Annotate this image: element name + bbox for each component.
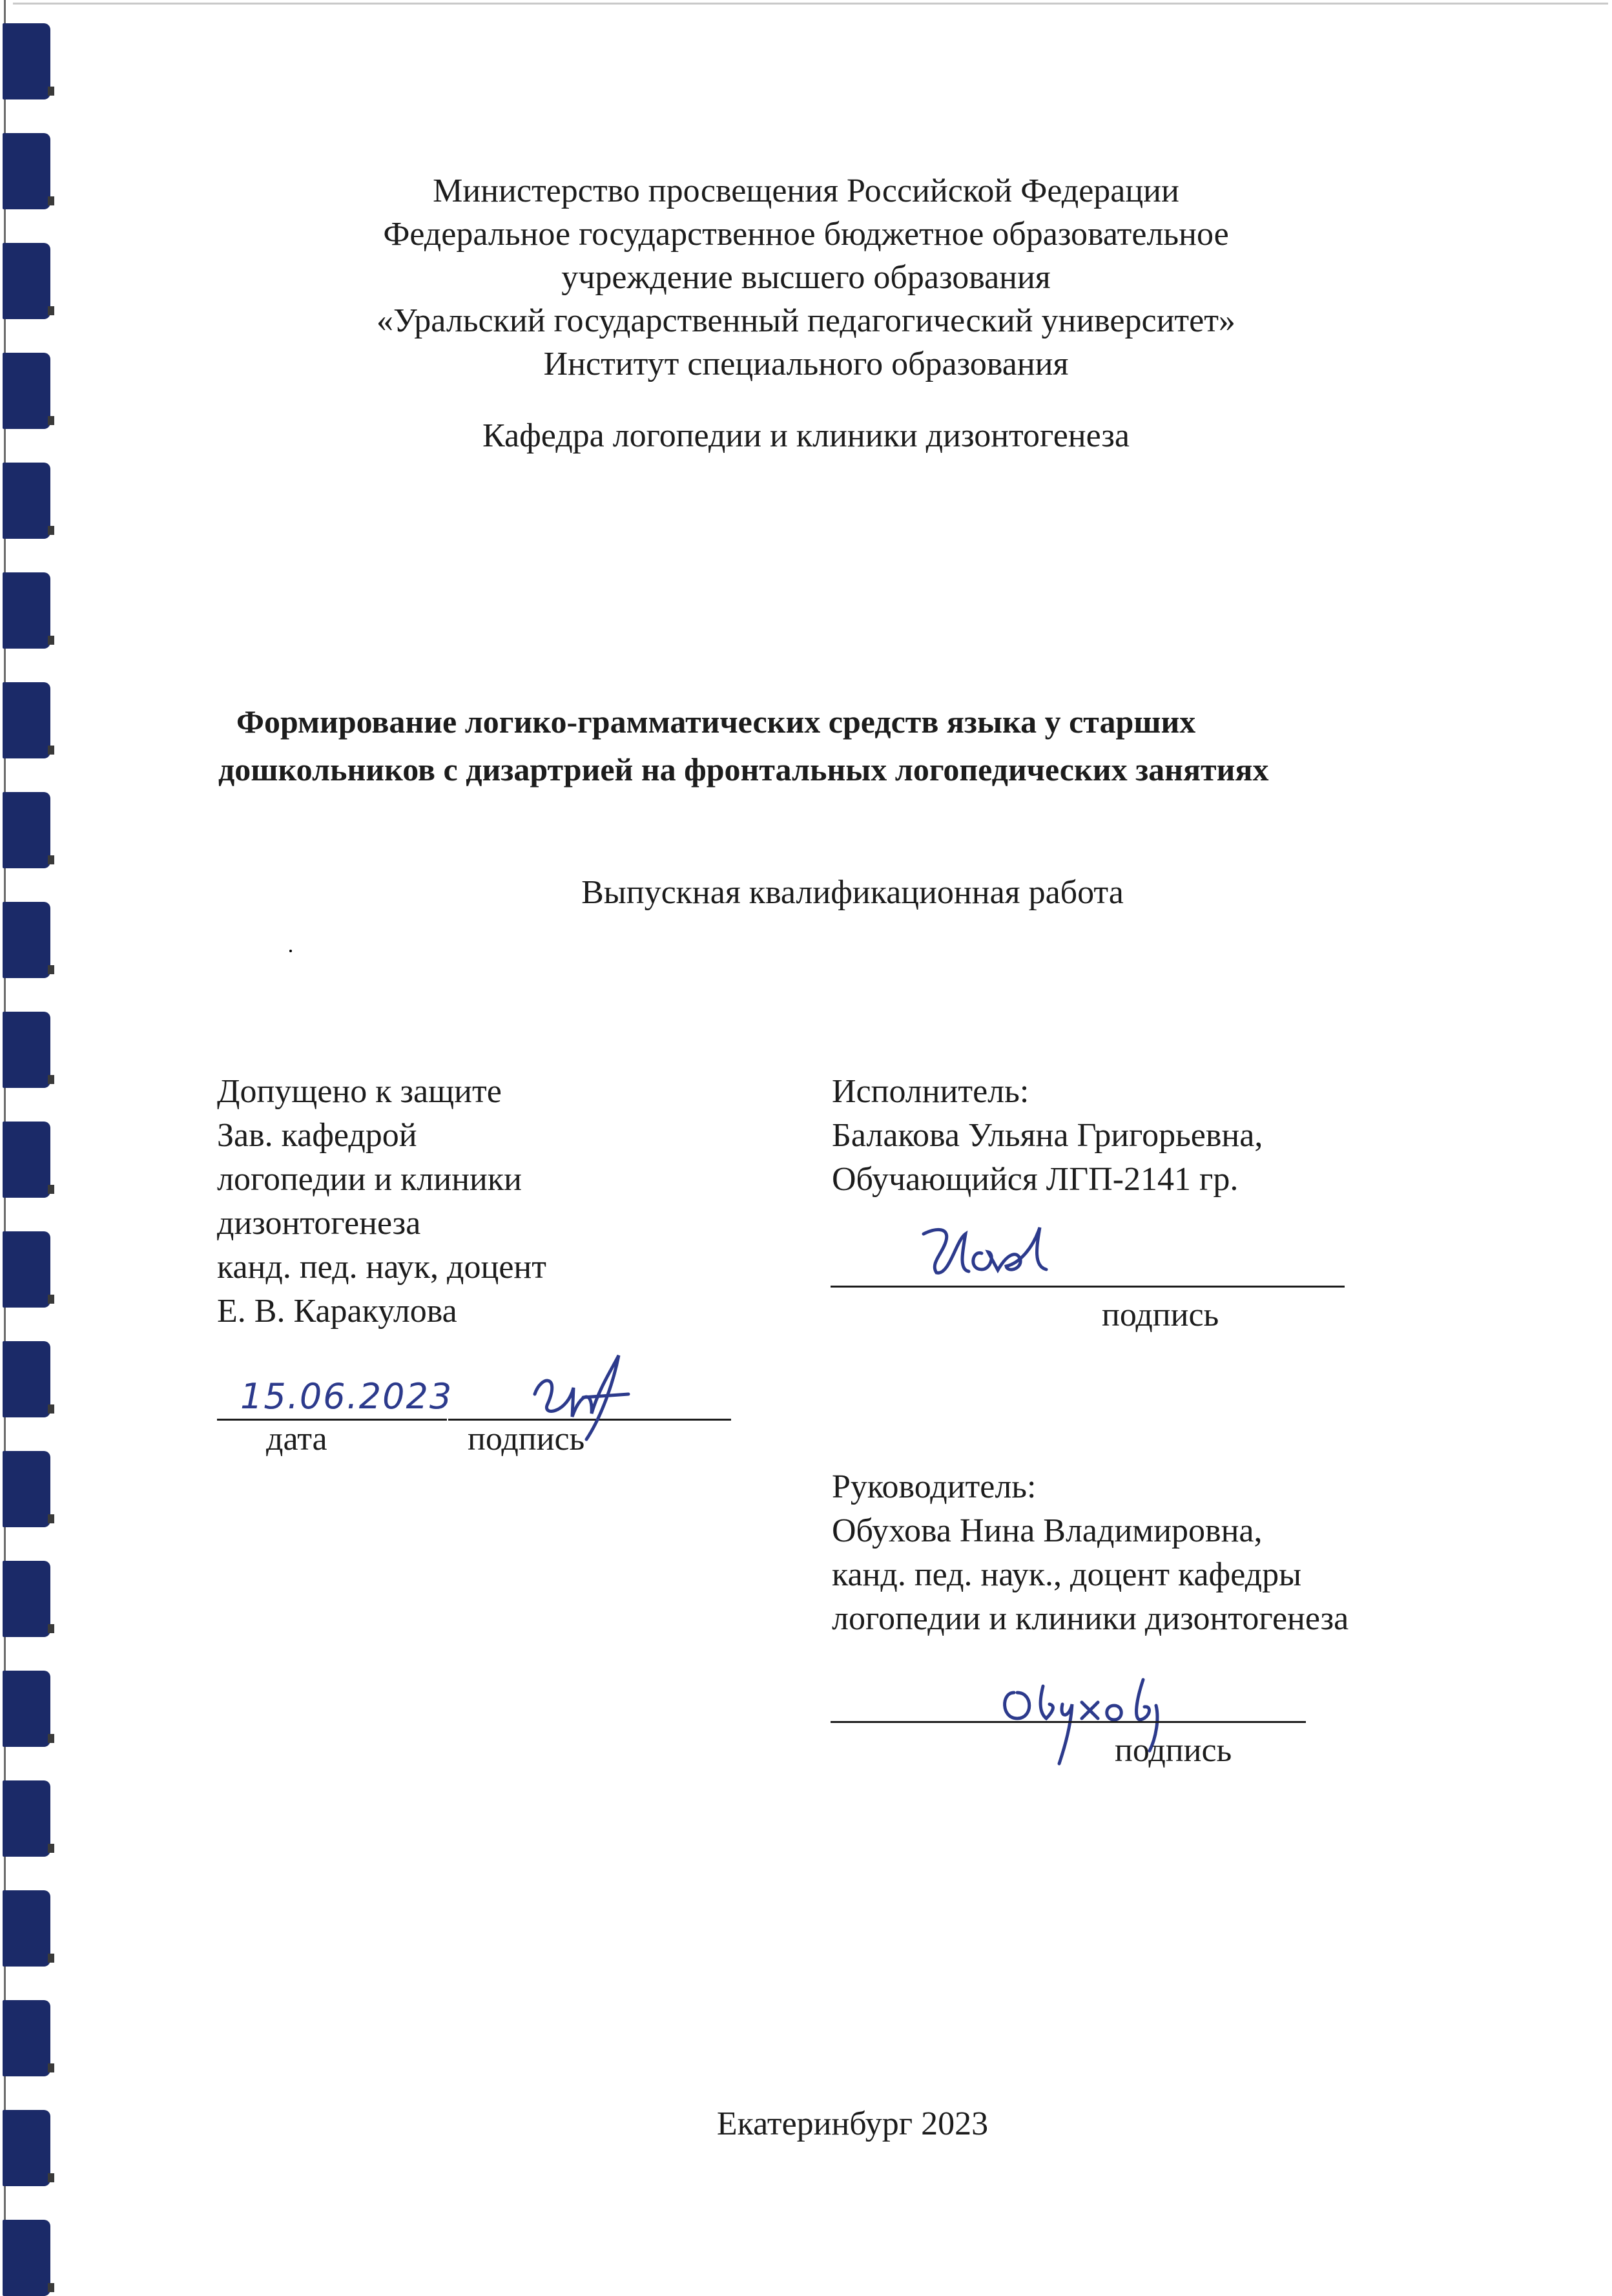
supervisor-signature-line <box>831 1721 1306 1723</box>
header-department: Кафедра логопедии и клиники дизонтогенеза <box>482 417 1130 454</box>
binding-hole <box>3 23 50 99</box>
supervisor-position: канд. пед. наук., доцент кафедры <box>832 1556 1302 1593</box>
scan-top-edge <box>13 3 1608 5</box>
executor-block <box>832 1070 1263 1202</box>
executor-group: Обучающийся ЛГП-2141 гр. <box>832 1161 1239 1198</box>
binding-hole <box>3 2000 50 2076</box>
header-line-ministry: Министерство просвещения Российской Федерации <box>433 172 1179 209</box>
binding-hole <box>3 792 50 868</box>
header-line-education-level: учреждение высшего образования <box>561 259 1051 296</box>
binding-hole <box>3 1561 50 1637</box>
binding-hole <box>3 1231 50 1308</box>
supervisor-department: логопедии и клиники дизонтогенеза <box>832 1600 1349 1637</box>
header-block <box>0 169 1612 457</box>
thesis-title-line-2: дошкольников с дизартрией на фронтальных логопедических занятиях <box>218 751 1269 788</box>
executor-name: Балакова Ульяна Григорьевна, <box>832 1117 1263 1154</box>
executor-heading: Исполнитель: <box>832 1073 1029 1110</box>
header-line-institute: Институт специального образования <box>543 346 1069 382</box>
scan-dot <box>289 950 292 952</box>
supervisor-name: Обухова Нина Владимировна, <box>832 1512 1263 1549</box>
handwritten-date: 15.06.2023 <box>240 1376 453 1417</box>
header-line-institution-type: Федеральное государственное бюджетное образовательное <box>383 216 1229 253</box>
thesis-title <box>194 698 1485 793</box>
admission-line: канд. пед. наук, доцент <box>217 1249 546 1286</box>
supervisor-signature-label: подпись <box>1115 1732 1232 1769</box>
admission-line: логопедии и клиники <box>217 1161 522 1198</box>
binding-hole <box>3 1451 50 1527</box>
admission-line: Е. В. Каракулова <box>217 1293 457 1330</box>
admission-signature-label: подпись <box>468 1421 585 1457</box>
binding-hole <box>3 682 50 758</box>
binding-hole <box>3 1671 50 1747</box>
supervisor-heading: Руководитель: <box>832 1468 1037 1505</box>
binding-hole <box>3 572 50 649</box>
admission-line: Допущено к защите <box>217 1073 502 1110</box>
header-line-university: «Уральский государственный педагогический университет» <box>377 302 1235 339</box>
city-year: Екатеринбург 2023 <box>716 2105 989 2142</box>
binding-hole <box>3 1012 50 1088</box>
admission-line: дизонтогенеза <box>217 1205 421 1242</box>
supervisor-block <box>832 1465 1348 1641</box>
executor-signature-line <box>831 1286 1345 1288</box>
date-label: дата <box>266 1421 327 1457</box>
admission-block <box>217 1070 546 1333</box>
binding-hole <box>3 1341 50 1417</box>
binding-hole <box>3 1122 50 1198</box>
binding-hole <box>3 2220 50 2296</box>
work-type: Выпускная квалификационная работа <box>581 874 1124 911</box>
executor-signature-icon <box>911 1215 1104 1286</box>
thesis-title-line-1: Формирование логико-грамматических средств языка у старших <box>236 704 1196 740</box>
admission-line: Зав. кафедрой <box>217 1117 417 1154</box>
binding-hole <box>3 1890 50 1967</box>
date-line <box>217 1419 447 1421</box>
binding-hole <box>3 1780 50 1857</box>
binding-hole <box>3 463 50 539</box>
executor-signature-label: подпись <box>1102 1297 1219 1333</box>
